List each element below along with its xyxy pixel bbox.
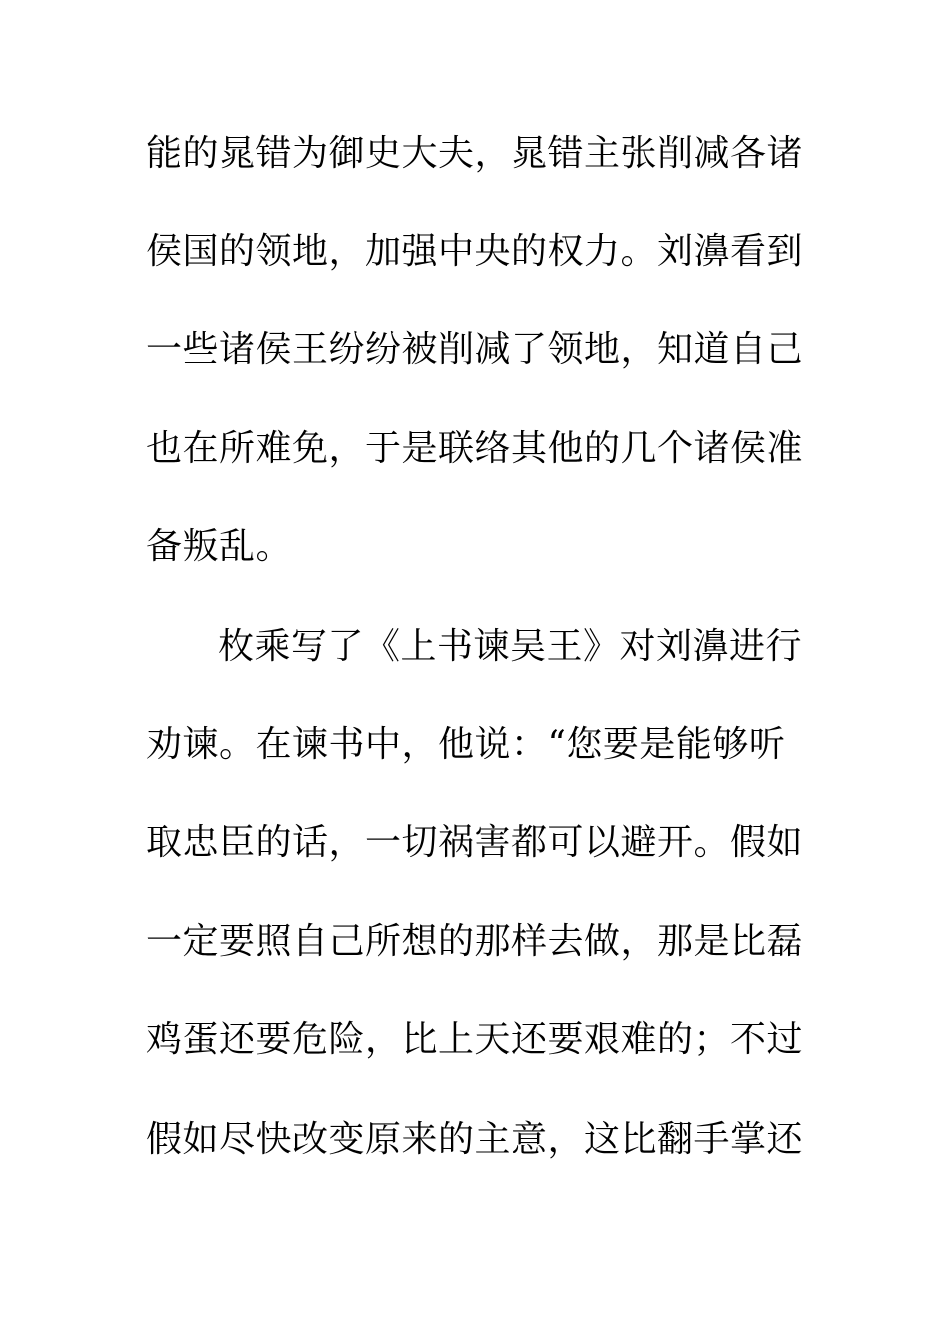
text-line: 也在所难免，于是联络其他的几个诸侯准 xyxy=(146,428,804,469)
text-line: 备叛乱。 xyxy=(146,526,293,567)
text-line: 枚乘写了《上书谏吴王》对刘濞进行 xyxy=(218,626,803,667)
text-line: 一定要照自己所想的那样去做，那是比磊 xyxy=(146,921,804,962)
text-line: 鸡蛋还要危险，比上天还要艰难的；不过 xyxy=(146,1019,804,1060)
text-line: 取忠臣的话，一切祸害都可以避开。假如 xyxy=(146,822,804,863)
text-line: 劝谏。在谏书中，他说：“您要是能够听 xyxy=(146,724,786,765)
text-line: 假如尽快改变原来的主意，这比翻手掌还 xyxy=(146,1119,804,1160)
text-line: 能的晁错为御史大夫，晁错主张削减各诸 xyxy=(146,133,804,174)
text-line: 侯国的领地，加强中央的权力。刘濞看到 xyxy=(146,231,804,272)
text-line: 一些诸侯王纷纷被削减了领地，知道自己 xyxy=(146,329,804,370)
